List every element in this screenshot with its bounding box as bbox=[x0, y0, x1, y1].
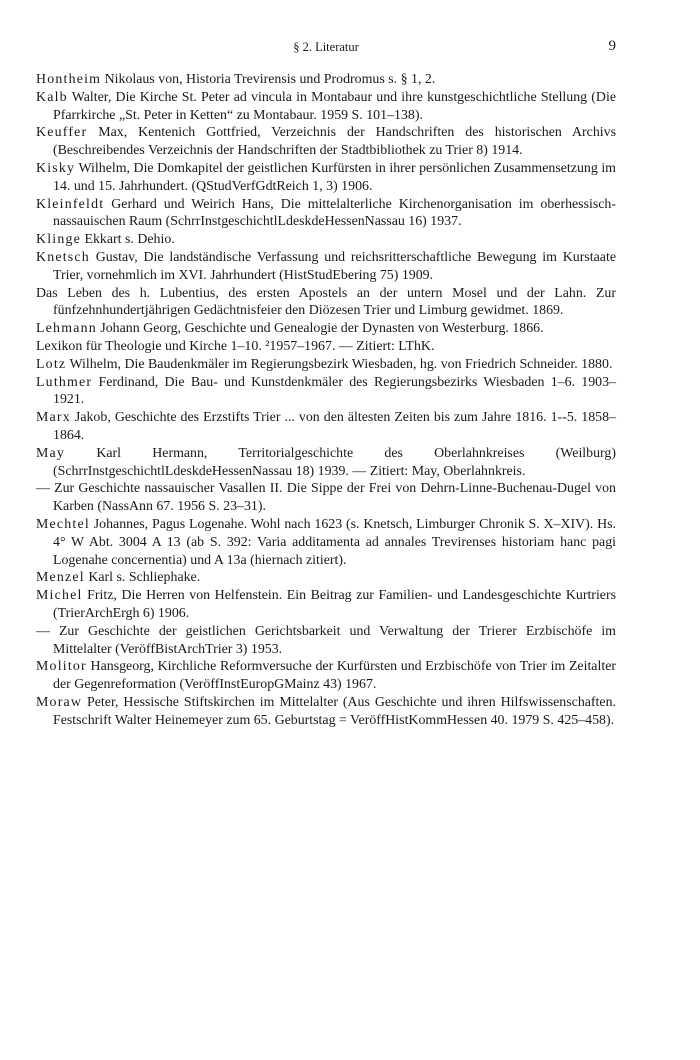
entry-author: May bbox=[36, 445, 66, 461]
entry-text: Wilhelm, Die Baudenkmäler im Regierungsbezirk Wiesbaden, hg. von Friedrich Schneider. 1880. bbox=[66, 356, 613, 372]
entry-text: Karl s. Schliephake. bbox=[84, 570, 201, 586]
entry-author: Klinge bbox=[36, 232, 82, 248]
entry-author: Mechtel bbox=[36, 516, 90, 532]
entry-text: Fritz, Die Herren von Helfenstein. Ein Beitrag zur Familien- und Landesgeschichte Kurtriers (TrierArchErgh 6) 1906. bbox=[53, 588, 616, 621]
entry-text: Peter, Hessische Stiftskirchen im Mittelalter (Aus Geschichte und ihren Hilfswissenschaften. Festschrift Walter Heinemeyer zum 65. Geburtstag = VeröffHistKommHessen 40. 1979 S. 425–458). bbox=[53, 694, 616, 728]
bibliography-entry bbox=[36, 409, 616, 445]
entry-text: Johann Georg, Geschichte und Genealogie der Dynasten von Westerburg. 1866. bbox=[96, 321, 544, 337]
bibliography-entry bbox=[36, 320, 616, 338]
bibliography-entry bbox=[36, 196, 616, 232]
entry-text: Lexikon für Theologie und Kirche 1–10. ²1957–1967. — Zitiert: LThK. bbox=[36, 338, 435, 354]
page-number: 9 bbox=[608, 38, 616, 54]
entry-author: Kalb bbox=[36, 89, 68, 105]
entry-text: Gerhard und Weirich Hans, Die mittelalterliche Kirchenorganisation im oberhessisch-nassauischen Raum (SchrrInstgeschichtlLdeskdeHessenNassau 16) 1937. bbox=[53, 196, 616, 230]
bibliography-entry bbox=[36, 445, 616, 481]
bibliography-entry bbox=[36, 356, 616, 374]
entry-author: Hontheim bbox=[36, 72, 102, 87]
entry-author: Michel bbox=[36, 588, 83, 604]
entry-text: — Zur Geschichte nassauischer Vasallen II. Die Sippe der Frei von Dehrn-Linne-Buchenau-Dugel von Karben (NassAnn 67. 1956 S. 23–31). bbox=[36, 481, 616, 515]
bibliography-entry bbox=[36, 89, 616, 125]
bibliography-entry bbox=[36, 516, 616, 569]
entry-text: — Zur Geschichte der geistlichen Gerichtsbarkeit und Verwaltung der Trierer Erzbischöfe im Mittelalter (VeröffBistArchTrier 3) 1953. bbox=[36, 623, 616, 657]
bibliography-entry bbox=[36, 658, 616, 694]
entry-text: Johannes, Pagus Logenahe. Wohl nach 1623 (s. Knetsch, Limburger Chronik S. X–XIV). Hs. 4° W Abt. 3004 A 13 (ab S. 392: Varia additamenta ad annales Trevirenses historiam hanc pagi Logenahe concernentia) und A 13a (hiernach zitiert). bbox=[53, 516, 616, 568]
entry-text: Gustav, Die landständische Verfassung und reichsritterschaftliche Bewegung im Kurstaate Trier, vornehmlich im XVI. Jahrhundert (HistStudEbering 75) 1909. bbox=[53, 249, 616, 283]
entry-author: Kisky bbox=[36, 160, 76, 176]
entry-text: Nikolaus von, Historia Trevirensis und Prodromus s. § 1, 2. bbox=[101, 72, 436, 87]
bibliography-entry bbox=[36, 249, 616, 285]
entry-author: Lotz bbox=[36, 356, 67, 372]
entry-author: Kleinfeldt bbox=[36, 196, 105, 212]
entry-text: Wilhelm, Die Domkapitel der geistlichen Kurfürsten in ihrer persönlichen Zusammensetzung im 14. und 15. Jahrhundert. (QStudVerfGdtReich 1, 3) 1906. bbox=[53, 160, 616, 194]
page-header bbox=[36, 40, 616, 58]
bibliography-entry bbox=[36, 338, 616, 356]
entry-author: Moraw bbox=[36, 694, 83, 710]
entry-text: Jakob, Geschichte des Erzstifts Trier ... von den ältesten Zeiten bis zum Jahre 1816. 1--5. 1858–1864. bbox=[53, 410, 616, 443]
entry-author: Lehmann bbox=[36, 321, 97, 337]
entry-text: Hansgeorg, Kirchliche Reformversuche der Kurfürsten und Erzbischöfe von Trier im Zeitalter der Gegenreformation (VeröffInstEuropGMainz 43) 1967. bbox=[53, 659, 616, 693]
bibliography-entry bbox=[36, 71, 616, 89]
bibliography-list bbox=[36, 71, 616, 729]
entry-text: Walter, Die Kirche St. Peter ad vincula in Montabaur und ihre kunstgeschichtliche Stellung (Die Pfarrkirche „St. Peter in Ketten“ zu Montabaur. 1959 S. 101–138). bbox=[53, 89, 616, 123]
entry-text: Ekkart s. Dehio. bbox=[81, 232, 175, 248]
entry-text: Ferdinand, Die Bau- und Kunstdenkmäler des Regierungsbezirks Wiesbaden 1–6. 1903–1921. bbox=[53, 374, 616, 408]
bibliography-entry bbox=[36, 285, 616, 321]
entry-author: Marx bbox=[36, 410, 71, 426]
bibliography-entry bbox=[36, 374, 616, 410]
bibliography-entry bbox=[36, 623, 616, 659]
entry-text: Max, Kentenich Gottfried, Verzeichnis der Handschriften des historischen Archivs (Beschreibendes Verzeichnis der Handschriften der Stadtbibliothek zu Trier 8) 1914. bbox=[53, 125, 616, 159]
bibliography-entry bbox=[36, 694, 616, 730]
bibliography-entry bbox=[36, 569, 616, 587]
bibliography-entry bbox=[36, 160, 616, 196]
entry-text: Karl Hermann, Territorialgeschichte des Oberlahnkreises (Weilburg) (SchrrInstgeschichtlLdeskdeHessenNassau 18) 1939. — Zitiert: May, Oberlahnkreis. bbox=[53, 445, 616, 479]
entry-text: Das Leben des h. Lubentius, des ersten Apostels an der untern Mosel und der Lahn. Zur fünfzehnhundertjährigen Gedächtnisfeier den Diözesen Trier und Limburg gewidmet. 1869. bbox=[36, 285, 616, 319]
bibliography-entry bbox=[36, 587, 616, 623]
bibliography-entry bbox=[36, 124, 616, 160]
bibliography-entry bbox=[36, 480, 616, 516]
entry-author: Luthmer bbox=[36, 374, 93, 390]
entry-author: Keuffer bbox=[36, 125, 88, 141]
running-head: § 2. Literatur bbox=[293, 40, 359, 54]
entry-author: Menzel bbox=[36, 570, 85, 586]
entry-author: Knetsch bbox=[36, 249, 90, 265]
bibliography-entry bbox=[36, 231, 616, 249]
entry-author: Molitor bbox=[36, 659, 87, 675]
